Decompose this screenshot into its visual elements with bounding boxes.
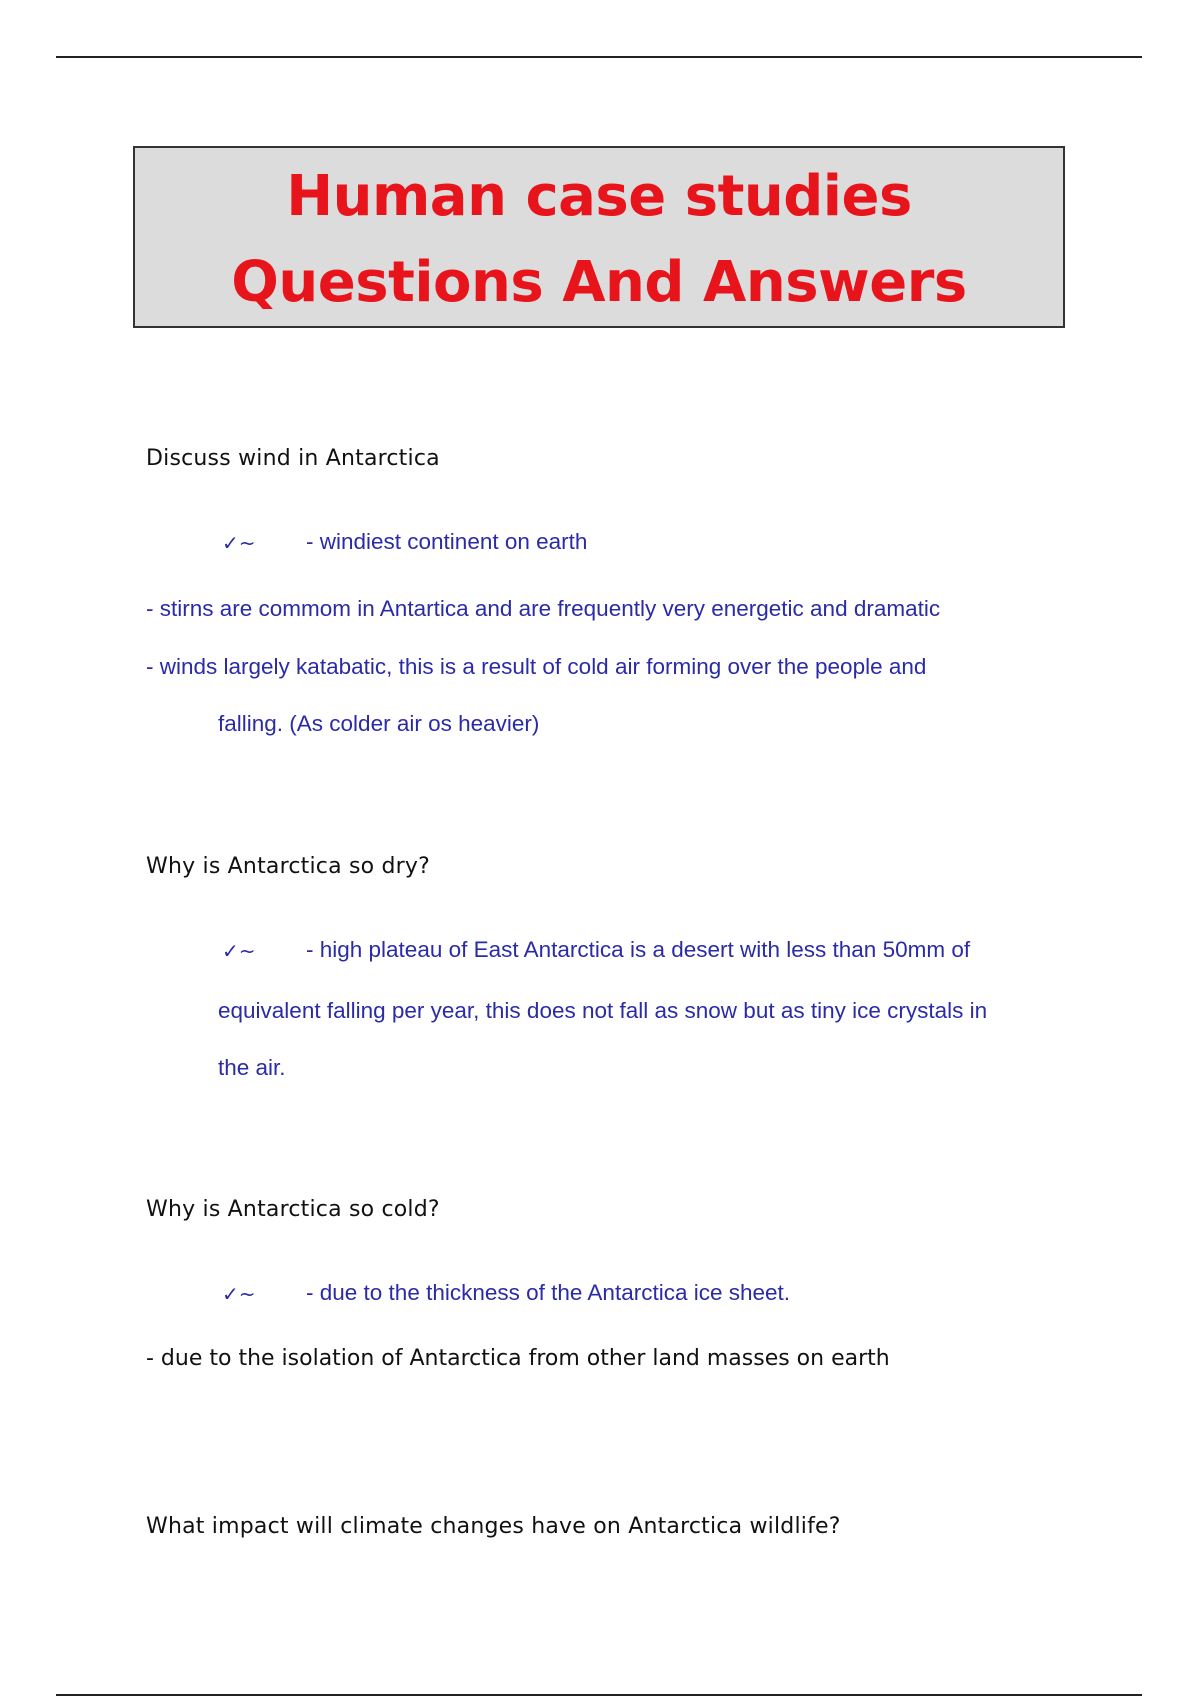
answer-3-line-1: - due to the thickness of the Antarctica ice sheet. [306, 1280, 791, 1305]
answer-1-line-1: - windiest continent on earth [306, 529, 588, 554]
answer-1-line-4: falling. (As colder air os heavier) [218, 711, 540, 736]
top-rule [56, 56, 1142, 58]
question-3: Why is Antarctica so cold? [146, 1197, 440, 1222]
answer-2-line-1: - high plateau of East Antarctica is a desert with less than 50mm of [306, 937, 971, 962]
answer-2-line-3: the air. [218, 1055, 286, 1080]
check-icon: ✓~ [222, 939, 256, 963]
question-1: Discuss wind in Antarctica [146, 446, 440, 471]
answer-1-line-2: - stirns are commom in Antartica and are frequently very energetic and dramatic [146, 596, 941, 621]
title-box [133, 146, 1065, 328]
answer-3-line-2: - due to the isolation of Antarctica from other land masses on earth [146, 1346, 890, 1371]
question-4: What impact will climate changes have on Antarctica wildlife? [146, 1514, 841, 1539]
title-line-2: Questions And Answers [231, 250, 967, 315]
title-line-1: Human case studies [286, 164, 912, 229]
check-icon: ✓~ [222, 531, 256, 555]
check-icon: ✓~ [222, 1282, 256, 1306]
answer-2-line-2: equivalent falling per year, this does not fall as snow but as tiny ice crystals in [218, 998, 988, 1023]
bottom-rule [56, 1694, 1142, 1696]
answer-1-line-3: - winds largely katabatic, this is a result of cold air forming over the people and [146, 654, 927, 679]
question-2: Why is Antarctica so dry? [146, 854, 430, 879]
